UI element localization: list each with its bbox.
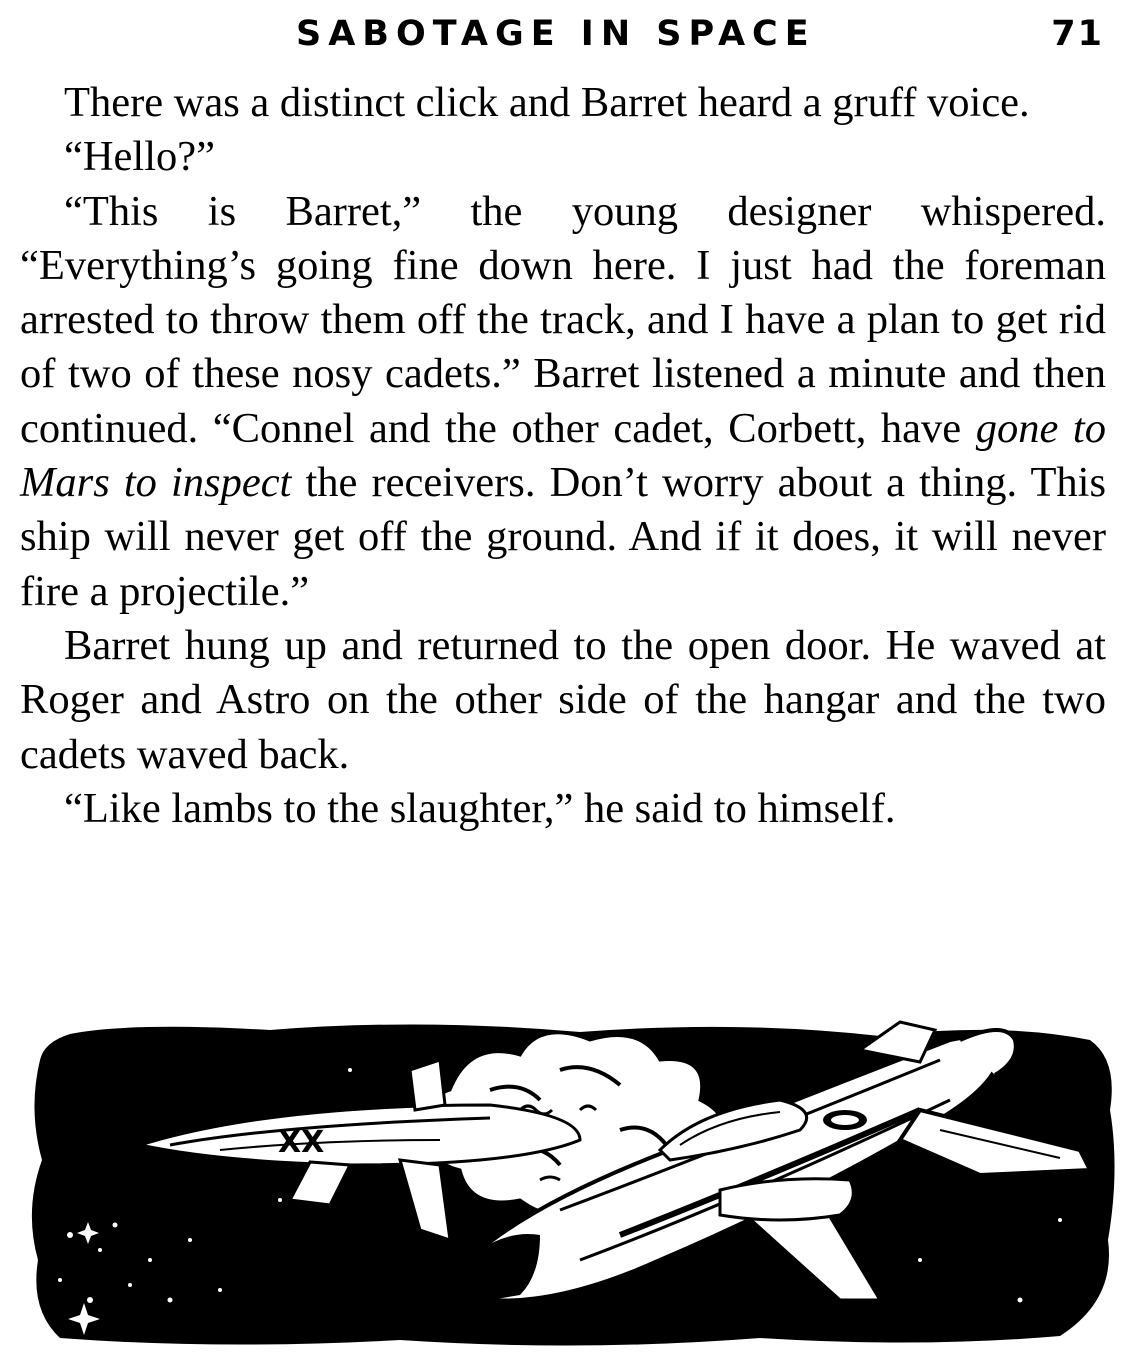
page-number: 71 <box>1051 14 1104 54</box>
body-text <box>20 76 1106 836</box>
rocket-illustration <box>20 1000 1120 1350</box>
paragraph: There was a distinct click and Barret heard a gruff voice. <box>64 79 1030 126</box>
paragraph-text: “This is Barret,” the young designer whispered. “Everything’s going fine down here. I just had the foreman arrested to throw them off the track, and I have a plan to get rid of two of these nosy cadets.” Barret listened a minute and then continued. “Connel and the other cadet, Corbett, have <box>20 187 1106 452</box>
paragraph <box>20 185 1106 619</box>
running-head <box>0 12 1126 62</box>
ship-marking: XX <box>278 1125 325 1160</box>
paragraph: “Hello?” <box>64 133 216 181</box>
running-title: SABOTAGE IN SPACE <box>296 14 816 54</box>
rocket-illustration-art <box>20 1000 1120 1350</box>
paragraph-text: the receivers. Don’t worry about a thing. This ship will never get off the ground. And if it does, it will never fire a projectile.” <box>20 459 1107 615</box>
italic-text: gone to Mars to inspect <box>20 404 1106 507</box>
paragraph: “Like lambs to the slaughter,” he said to himself. <box>64 784 896 832</box>
paragraph: Barret hung up and returned to the open door. He waved at Roger and Astro on the other side of the hangar and the two cadets waved back. <box>20 621 1106 778</box>
